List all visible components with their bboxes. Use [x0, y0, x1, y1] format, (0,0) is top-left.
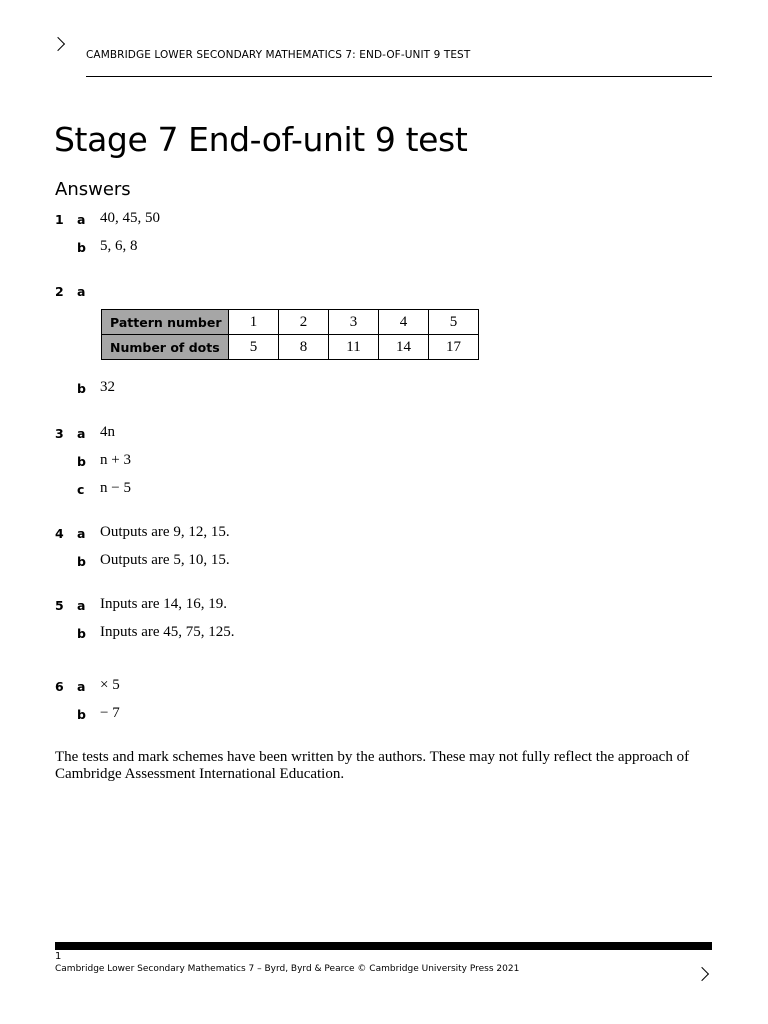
table-row	[102, 310, 479, 335]
table-cell: 8	[279, 335, 329, 360]
part-label: b	[77, 554, 86, 569]
answer-text: Inputs are 14, 16, 19.	[100, 596, 228, 612]
part-label: b	[77, 454, 86, 469]
part-label: b	[77, 626, 86, 641]
part-label: a	[77, 284, 86, 299]
answer-text: 4n	[100, 424, 115, 440]
disclaimer-note: The tests and mark schemes have been written by the authors. These may not fully reflect the approach of Cambridge Assessment International Education.	[55, 749, 690, 782]
answer-text: Outputs are 5, 10, 15.	[100, 552, 230, 568]
table-cell: 14	[379, 335, 429, 360]
pattern-table	[101, 309, 479, 360]
header-rule	[86, 76, 712, 77]
part-label: c	[77, 482, 85, 497]
answer-text: 40, 45, 50	[100, 210, 160, 226]
answer-text: Outputs are 9, 12, 15.	[100, 524, 230, 540]
footer-bar	[55, 942, 712, 950]
question-number: 6	[55, 679, 64, 694]
part-label: a	[77, 679, 86, 694]
part-label: b	[77, 240, 86, 255]
running-header: CAMBRIDGE LOWER SECONDARY MATHEMATICS 7: END-OF-UNIT 9 TEST	[86, 49, 471, 61]
table-cell: 3	[329, 310, 379, 335]
page-title: Stage 7 End-of-unit 9 test	[54, 120, 468, 159]
answer-text: Inputs are 45, 75, 125.	[100, 624, 235, 640]
chevron-right-icon[interactable]	[695, 967, 709, 981]
table-cell: 5	[229, 335, 279, 360]
table-cell: 4	[379, 310, 429, 335]
page-number: 1	[55, 951, 62, 962]
answer-text: − 7	[100, 705, 120, 721]
question-number: 4	[55, 526, 64, 541]
row-header-pattern-number: Pattern number	[102, 310, 229, 335]
table-cell: 11	[329, 335, 379, 360]
footer-copyright: Cambridge Lower Secondary Mathematics 7 – Byrd, Byrd & Pearce © Cambridge University Press 2021	[55, 964, 520, 974]
table-cell: 2	[279, 310, 329, 335]
part-label: b	[77, 381, 86, 396]
row-header-number-of-dots: Number of dots	[102, 335, 229, 360]
question-number: 5	[55, 598, 64, 613]
part-label: b	[77, 707, 86, 722]
chevron-right-icon[interactable]	[51, 37, 65, 51]
table-cell: 1	[229, 310, 279, 335]
table-cell: 5	[429, 310, 479, 335]
question-number: 3	[55, 426, 64, 441]
answer-text: 32	[100, 379, 115, 395]
part-label: a	[77, 598, 86, 613]
table-row	[102, 335, 479, 360]
part-label: a	[77, 212, 86, 227]
answer-text: 5, 6, 8	[100, 238, 138, 254]
part-label: a	[77, 426, 86, 441]
table-cell: 17	[429, 335, 479, 360]
section-title: Answers	[55, 179, 131, 200]
part-label: a	[77, 526, 86, 541]
answer-text: × 5	[100, 677, 120, 693]
question-number: 2	[55, 284, 64, 299]
answer-text: n + 3	[100, 452, 131, 468]
question-number: 1	[55, 212, 64, 227]
answer-text: n − 5	[100, 480, 131, 496]
